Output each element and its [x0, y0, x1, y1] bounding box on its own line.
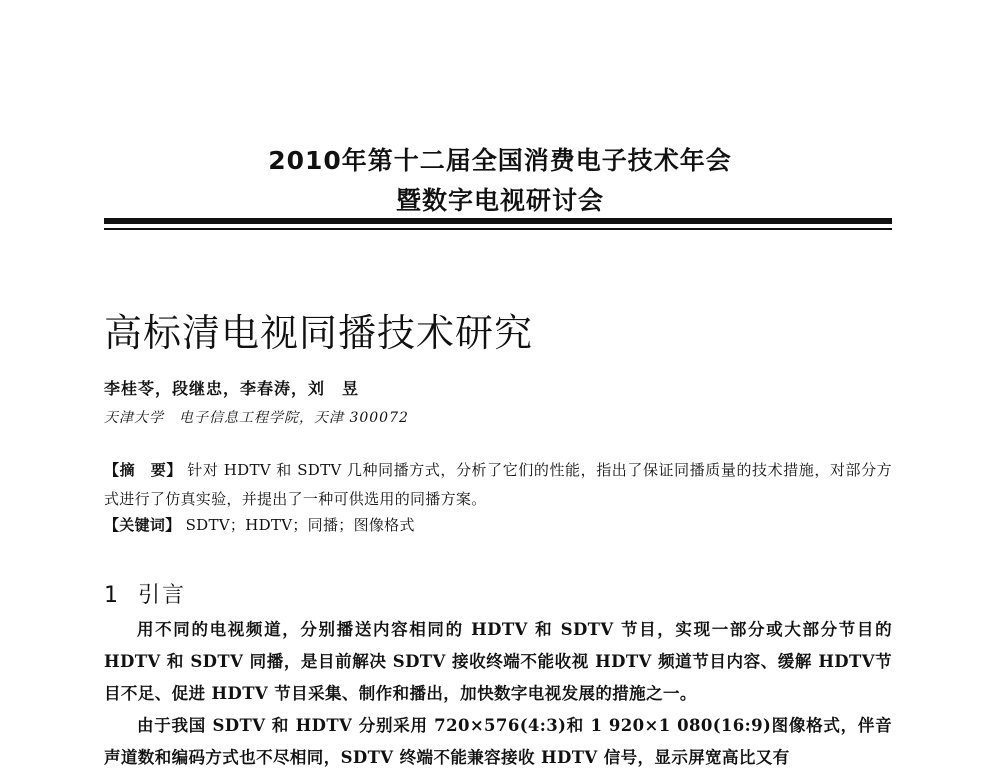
body-paragraph-1: 用不同的电视频道，分别播送内容相同的 HDTV 和 SDTV 节目，实现一部分或大部分节目的 HDTV 和 SDTV 同播，是目前解决 SDTV 接收终端不能收视 HDTV 频道节目内容、缓解 HDTV节目不足、促进 HDTV 节目采集、制作和播出，加快数字电视发展的措施之一。: [104, 620, 892, 703]
author-affiliation: 天津大学 电子信息工程学院，天津 300072: [104, 410, 409, 426]
abstract: [104, 456, 892, 514]
header-rule-thick: [104, 218, 892, 224]
keywords-label: 【关键词】: [104, 516, 181, 534]
paper-title: 高标清电视同播技术研究: [104, 311, 534, 355]
abstract-text: 针对 HDTV 和 SDTV 几种同播方式，分析了它们的性能，指出了保证同播质量的技术措施，对部分方式进行了仿真实验，并提出了一种可供选用的同播方案。: [104, 461, 892, 508]
author-list: 李桂苓，段继忠，李春涛，刘 昱: [104, 379, 360, 398]
section-title: 引言: [138, 583, 187, 608]
body-paragraph-2: 由于我国 SDTV 和 HDTV 分别采用 720×576(4:3)和 1 920×1 080(16:9)图像格式，伴音声道数和编码方式也不尽相同，SDTV 终端不能兼容接收 HDTV 信号，显示屏宽高比又有: [104, 716, 892, 767]
conference-title-line2: 暨数字电视研讨会: [395, 186, 604, 215]
abstract-label: 【摘 要】: [104, 461, 182, 479]
section-heading-introduction: [104, 578, 186, 609]
section-number: 1: [104, 583, 120, 608]
conference-title-line1: 2010年第十二届全国消费电子技术年会: [268, 146, 732, 175]
keywords: [104, 514, 415, 535]
keywords-text: SDTV；HDTV；同播；图像格式: [185, 516, 415, 534]
header-rule-thin: [104, 228, 892, 230]
